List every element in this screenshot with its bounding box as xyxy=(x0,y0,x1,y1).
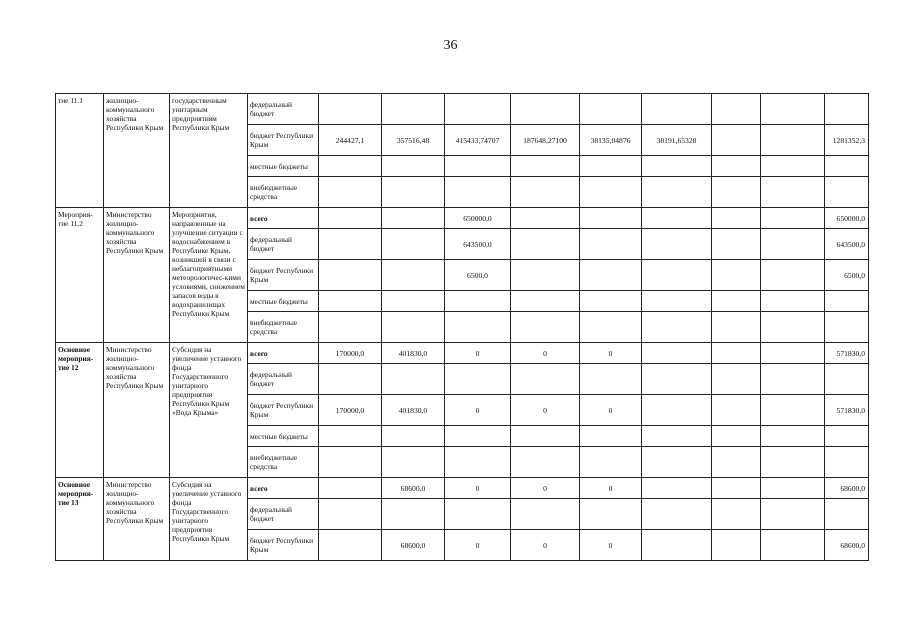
value-cell xyxy=(761,364,825,395)
value-cell xyxy=(382,499,445,530)
value-cell xyxy=(712,447,761,478)
funding-source-cell: федеральный бюджет xyxy=(248,364,319,395)
value-cell xyxy=(319,530,382,561)
value-cell xyxy=(382,426,445,447)
value-cell xyxy=(511,291,580,312)
value-cell xyxy=(580,426,642,447)
value-cell xyxy=(761,530,825,561)
funding-source-cell: внебюджетные средства xyxy=(248,447,319,478)
value-cell xyxy=(712,208,761,229)
value-cell: 650000,0 xyxy=(445,208,511,229)
funding-source-cell: местные бюджеты xyxy=(248,156,319,177)
value-cell xyxy=(712,530,761,561)
value-cell: 0 xyxy=(445,343,511,364)
total-cell: 650000,0 xyxy=(825,208,869,229)
value-cell xyxy=(712,364,761,395)
value-cell xyxy=(511,312,580,343)
total-cell xyxy=(825,312,869,343)
funding-source-cell: всего xyxy=(248,208,319,229)
value-cell xyxy=(712,260,761,291)
funding-source-cell: внебюджетные средства xyxy=(248,312,319,343)
value-cell: 0 xyxy=(445,478,511,499)
value-cell: 643500,0 xyxy=(445,229,511,260)
value-cell xyxy=(445,94,511,125)
value-cell xyxy=(445,291,511,312)
total-cell xyxy=(825,177,869,208)
value-cell xyxy=(511,426,580,447)
value-cell: 0 xyxy=(511,343,580,364)
value-cell xyxy=(382,156,445,177)
value-cell xyxy=(580,229,642,260)
total-cell xyxy=(825,499,869,530)
value-cell: 38191,65328 xyxy=(642,125,712,156)
total-cell: 68600,0 xyxy=(825,478,869,499)
value-cell xyxy=(382,229,445,260)
value-cell xyxy=(319,260,382,291)
value-cell: 170000,0 xyxy=(319,343,382,364)
value-cell xyxy=(642,156,712,177)
value-cell: 244427,1 xyxy=(319,125,382,156)
table-row xyxy=(56,343,869,364)
value-cell xyxy=(382,260,445,291)
value-cell xyxy=(642,499,712,530)
value-cell xyxy=(319,208,382,229)
value-cell xyxy=(761,125,825,156)
value-cell xyxy=(761,177,825,208)
description-cell: Субсидия на увеличение уставного фонда Государственного унитарного предприятия Республики Крым «Вода Крыма» xyxy=(170,343,248,478)
value-cell: 0 xyxy=(511,478,580,499)
activity-label: Основное мероприя-тие 13 xyxy=(56,478,104,561)
value-cell xyxy=(642,364,712,395)
value-cell xyxy=(642,426,712,447)
description-cell: государственным унитарным предприятиям Республики Крым xyxy=(170,94,248,208)
value-cell xyxy=(580,312,642,343)
total-cell: 6500,0 xyxy=(825,260,869,291)
value-cell xyxy=(511,208,580,229)
total-cell: 1281352,3 xyxy=(825,125,869,156)
budget-table xyxy=(55,93,869,561)
value-cell: 0 xyxy=(511,530,580,561)
funding-source-cell: федеральный бюджет xyxy=(248,229,319,260)
funding-source-cell: федеральный бюджет xyxy=(248,94,319,125)
description-cell: Мероприятия, направленные на улучшение ситуации с водоснабжением в Республике Крым, возникшей в связи с неблагоприятными метеорологичес-кими условиями, снижением запасов воды в водохранилищах Республики Крым xyxy=(170,208,248,343)
value-cell xyxy=(642,343,712,364)
value-cell: 401830,0 xyxy=(382,343,445,364)
value-cell xyxy=(382,312,445,343)
value-cell xyxy=(712,426,761,447)
value-cell xyxy=(642,94,712,125)
value-cell xyxy=(511,260,580,291)
value-cell xyxy=(642,312,712,343)
total-cell xyxy=(825,291,869,312)
funding-source-cell: всего xyxy=(248,478,319,499)
value-cell: 0 xyxy=(445,395,511,426)
value-cell: 0 xyxy=(580,478,642,499)
value-cell xyxy=(761,208,825,229)
funding-source-cell: местные бюджеты xyxy=(248,291,319,312)
value-cell xyxy=(761,499,825,530)
value-cell xyxy=(445,177,511,208)
value-cell xyxy=(712,177,761,208)
value-cell: 0 xyxy=(580,343,642,364)
activity-label: Мероприя-тие 11.2 xyxy=(56,208,104,343)
value-cell xyxy=(642,260,712,291)
value-cell xyxy=(712,291,761,312)
value-cell xyxy=(319,229,382,260)
value-cell xyxy=(511,447,580,478)
value-cell xyxy=(642,229,712,260)
page-number: 36 xyxy=(443,38,458,53)
value-cell xyxy=(712,478,761,499)
value-cell xyxy=(319,426,382,447)
value-cell xyxy=(382,94,445,125)
value-cell xyxy=(712,395,761,426)
funding-source-cell: бюджет Республики Крым xyxy=(248,395,319,426)
total-cell xyxy=(825,94,869,125)
value-cell xyxy=(761,156,825,177)
table-row xyxy=(56,208,869,229)
executor-cell: Министерство жилищно-коммунального хозяйства Республики Крым xyxy=(104,478,170,561)
value-cell: 187648,27100 xyxy=(511,125,580,156)
value-cell xyxy=(761,478,825,499)
funding-source-cell: бюджет Республики Крым xyxy=(248,530,319,561)
value-cell xyxy=(511,229,580,260)
value-cell xyxy=(319,291,382,312)
value-cell: 401830,0 xyxy=(382,395,445,426)
total-cell: 68600,0 xyxy=(825,530,869,561)
value-cell: 415433,74707 xyxy=(445,125,511,156)
value-cell xyxy=(511,499,580,530)
value-cell xyxy=(761,291,825,312)
value-cell xyxy=(642,208,712,229)
value-cell xyxy=(642,177,712,208)
funding-source-cell: всего xyxy=(248,343,319,364)
value-cell xyxy=(580,156,642,177)
value-cell xyxy=(642,478,712,499)
value-cell: 6500,0 xyxy=(445,260,511,291)
value-cell xyxy=(712,156,761,177)
value-cell xyxy=(511,364,580,395)
total-cell xyxy=(825,447,869,478)
value-cell xyxy=(580,364,642,395)
value-cell xyxy=(580,447,642,478)
value-cell xyxy=(761,94,825,125)
value-cell xyxy=(580,291,642,312)
value-cell xyxy=(580,499,642,530)
value-cell xyxy=(319,177,382,208)
value-cell xyxy=(761,312,825,343)
value-cell xyxy=(445,447,511,478)
value-cell xyxy=(761,343,825,364)
value-cell xyxy=(445,364,511,395)
value-cell xyxy=(712,499,761,530)
value-cell xyxy=(445,312,511,343)
activity-label: тие 11.1 xyxy=(56,94,104,208)
value-cell: 0 xyxy=(445,530,511,561)
table-row xyxy=(56,94,869,125)
total-cell: 571830,0 xyxy=(825,395,869,426)
value-cell xyxy=(382,291,445,312)
value-cell xyxy=(445,499,511,530)
value-cell xyxy=(712,229,761,260)
value-cell xyxy=(319,156,382,177)
value-cell xyxy=(642,447,712,478)
value-cell xyxy=(382,208,445,229)
value-cell xyxy=(642,530,712,561)
value-cell xyxy=(642,291,712,312)
value-cell xyxy=(712,125,761,156)
value-cell xyxy=(761,447,825,478)
executor-cell: Министерство жилищно-коммунального хозяйства Республики Крым xyxy=(104,343,170,478)
value-cell xyxy=(580,260,642,291)
total-cell: 643500,0 xyxy=(825,229,869,260)
funding-source-cell: бюджет Республики Крым xyxy=(248,125,319,156)
value-cell xyxy=(712,94,761,125)
value-cell: 0 xyxy=(511,395,580,426)
value-cell xyxy=(319,364,382,395)
funding-source-cell: местные бюджеты xyxy=(248,426,319,447)
value-cell: 0 xyxy=(580,530,642,561)
value-cell xyxy=(445,426,511,447)
value-cell: 170000,0 xyxy=(319,395,382,426)
value-cell: 68600,0 xyxy=(382,530,445,561)
executor-cell: жилищно-коммунального хозяйства Республики Крым xyxy=(104,94,170,208)
funding-source-cell: внебюджетные средства xyxy=(248,177,319,208)
table-row xyxy=(56,478,869,499)
value-cell: 357516,48 xyxy=(382,125,445,156)
value-cell xyxy=(761,395,825,426)
value-cell xyxy=(382,447,445,478)
funding-source-cell: бюджет Республики Крым xyxy=(248,260,319,291)
value-cell xyxy=(580,94,642,125)
value-cell xyxy=(319,478,382,499)
value-cell xyxy=(319,94,382,125)
total-cell xyxy=(825,156,869,177)
value-cell xyxy=(712,343,761,364)
table-body xyxy=(56,94,869,561)
activity-label: Основное мероприя-тие 12 xyxy=(56,343,104,478)
value-cell xyxy=(511,177,580,208)
value-cell xyxy=(382,364,445,395)
funding-source-cell: федеральный бюджет xyxy=(248,499,319,530)
value-cell xyxy=(580,208,642,229)
value-cell: 68600,0 xyxy=(382,478,445,499)
value-cell xyxy=(761,426,825,447)
value-cell xyxy=(642,395,712,426)
total-cell: 571830,0 xyxy=(825,343,869,364)
value-cell xyxy=(761,260,825,291)
value-cell xyxy=(761,229,825,260)
executor-cell: Министерство жилищно-коммунального хозяйства Республики Крым xyxy=(104,208,170,343)
value-cell xyxy=(319,312,382,343)
value-cell xyxy=(511,156,580,177)
value-cell xyxy=(382,177,445,208)
value-cell: 0 xyxy=(580,395,642,426)
value-cell xyxy=(319,447,382,478)
value-cell xyxy=(712,312,761,343)
value-cell xyxy=(445,156,511,177)
value-cell xyxy=(580,177,642,208)
total-cell xyxy=(825,426,869,447)
value-cell: 38135,04876 xyxy=(580,125,642,156)
value-cell xyxy=(511,94,580,125)
total-cell xyxy=(825,364,869,395)
description-cell: Субсидия на увеличение уставного фонда Государственного унитарного предприятия Республики Крым xyxy=(170,478,248,561)
value-cell xyxy=(319,499,382,530)
